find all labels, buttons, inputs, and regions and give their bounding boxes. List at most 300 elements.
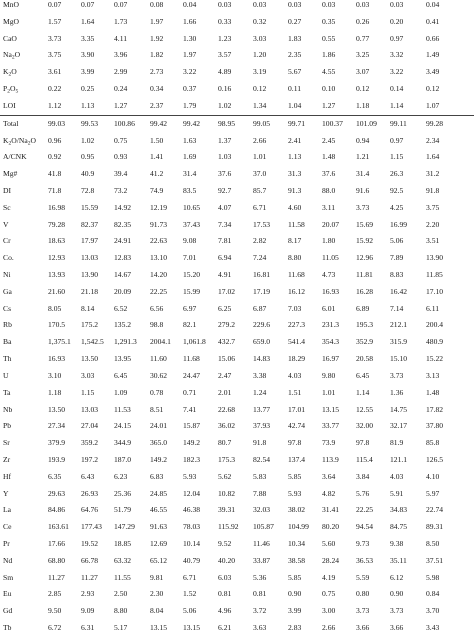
- table-cell: 1.13: [81, 100, 95, 110]
- table-cell: 82.37: [81, 219, 99, 229]
- table-cell: 85.8: [426, 438, 440, 448]
- table-row: [0, 166, 474, 183]
- table-cell: 6.71: [183, 572, 197, 582]
- table-cell: 149.2: [150, 454, 168, 464]
- table-cell: 30.62: [150, 370, 168, 380]
- table-cell: 33.87: [253, 555, 271, 565]
- table-cell: 6.21: [218, 623, 232, 633]
- table-cell: 37.80: [426, 421, 444, 431]
- table-cell: 24.47: [183, 370, 201, 380]
- table-cell: 99.71: [288, 118, 306, 128]
- table-cell: 2.50: [114, 589, 128, 599]
- table-cell: 0.55: [322, 33, 336, 43]
- table-cell: 3.51: [426, 236, 440, 246]
- table-cell: 15.59: [81, 202, 99, 212]
- label-text: Th: [3, 354, 12, 364]
- table-cell: 231.3: [322, 320, 340, 330]
- label-text: Y: [3, 488, 9, 498]
- table-cell: 1.50: [150, 135, 164, 145]
- table-cell: 3.75: [48, 50, 62, 60]
- table-cell: 0.14: [390, 84, 404, 94]
- table-cell: 17.19: [253, 286, 271, 296]
- table-cell: 4.96: [218, 606, 232, 616]
- table-cell: 17.82: [426, 404, 444, 414]
- table-cell: 147.29: [114, 522, 135, 532]
- label-text: Ga: [3, 286, 12, 296]
- table-row: [0, 183, 474, 200]
- table-cell: 4.10: [426, 471, 440, 481]
- table-cell: 344.9: [114, 438, 132, 448]
- table-cell: 16.93: [322, 286, 340, 296]
- table-cell: 91.6: [356, 185, 370, 195]
- table-cell: 3.22: [390, 67, 404, 77]
- table-cell: 4.03: [288, 370, 302, 380]
- table-cell: 17.53: [253, 219, 271, 229]
- table-cell: 39.4: [114, 169, 128, 179]
- table-cell: 15.22: [426, 354, 444, 364]
- table-cell: 17.02: [218, 286, 236, 296]
- table-cell: 22.63: [150, 236, 168, 246]
- table-cell: 227.3: [288, 320, 306, 330]
- table-cell: 2.83: [288, 623, 302, 633]
- table-cell: 29.63: [48, 488, 66, 498]
- table-cell: 1.12: [48, 100, 62, 110]
- table-cell: 13.50: [81, 354, 99, 364]
- table-cell: 98.8: [150, 320, 164, 330]
- table-cell: 0.03: [390, 0, 404, 9]
- row-label: [3, 14, 19, 31]
- table-cell: 91.8: [426, 185, 440, 195]
- table-cell: 1.37: [218, 135, 232, 145]
- label-text: La: [3, 505, 12, 515]
- table-cell: 2.82: [253, 236, 267, 246]
- table-cell: 18.85: [114, 539, 132, 548]
- table-cell: 28.24: [322, 555, 340, 565]
- row-label: [3, 149, 27, 166]
- table-cell: 13.90: [426, 253, 444, 263]
- table-cell: 2.41: [288, 135, 302, 145]
- row-label: [3, 31, 17, 48]
- table-cell: 31.4: [356, 169, 370, 179]
- table-cell: 92.5: [390, 185, 404, 195]
- table-cell: 0.07: [81, 0, 95, 9]
- table-cell: 0.07: [114, 0, 128, 9]
- table-cell: 16.93: [48, 354, 66, 364]
- table-cell: 0.24: [114, 84, 128, 94]
- table-cell: 7.24: [253, 253, 267, 263]
- table-cell: 5.76: [356, 488, 370, 498]
- table-cell: 78.03: [183, 522, 201, 532]
- table-cell: 3.84: [356, 471, 370, 481]
- table-cell: 0.10: [322, 84, 336, 94]
- row-label: [3, 570, 13, 587]
- label-text: P: [3, 84, 8, 94]
- table-cell: 3.99: [81, 67, 95, 77]
- table-cell: 94.54: [356, 522, 374, 532]
- table-cell: 92.7: [218, 185, 232, 195]
- table-cell: 9.09: [81, 606, 95, 616]
- table-cell: 365.0: [150, 438, 168, 448]
- table-cell: 13.03: [81, 404, 99, 414]
- table-cell: 0.25: [81, 84, 95, 94]
- table-cell: 0.08: [150, 0, 164, 9]
- label-text: Nb: [3, 404, 13, 414]
- label-subscript: 2: [8, 140, 12, 146]
- table-cell: 2.34: [426, 135, 440, 145]
- table-cell: 8.04: [150, 606, 164, 616]
- table-cell: 41.8: [48, 169, 62, 179]
- table-cell: 7.34: [218, 219, 232, 229]
- table-cell: 1.57: [48, 16, 62, 26]
- table-cell: 36.02: [218, 421, 236, 431]
- table-cell: 1.86: [322, 50, 336, 60]
- row-label: [3, 64, 17, 81]
- table-cell: 0.03: [253, 0, 267, 9]
- table-cell: 31.2: [426, 169, 440, 179]
- row-label: [3, 133, 36, 150]
- table-cell: 8.50: [426, 539, 440, 548]
- table-cell: 1.18: [48, 387, 62, 397]
- table-cell: 9.73: [356, 539, 370, 548]
- label-text: O: [10, 84, 16, 94]
- table-cell: 1.24: [253, 387, 267, 397]
- table-cell: 12.96: [356, 253, 374, 263]
- row-label: [3, 620, 11, 637]
- table-row: [0, 115, 474, 133]
- table-cell: 46.55: [150, 505, 168, 515]
- table-cell: 3.66: [390, 623, 404, 633]
- label-text: Eu: [3, 589, 12, 599]
- label-subscript: 2: [7, 88, 11, 95]
- row-label: [3, 435, 10, 452]
- table-cell: 3.72: [253, 606, 267, 616]
- table-cell: 1,542.5: [81, 337, 104, 347]
- table-cell: 0.11: [288, 84, 302, 94]
- table-cell: 3.43: [426, 623, 440, 633]
- table-row: [0, 0, 474, 14]
- table-cell: 105.87: [253, 522, 274, 532]
- table-cell: 0.27: [288, 16, 302, 26]
- table-cell: 1.14: [356, 387, 370, 397]
- table-cell: 0.35: [322, 16, 336, 26]
- table-cell: 0.03: [322, 0, 336, 9]
- table-cell: 21.60: [48, 286, 66, 296]
- label-text: Nd: [3, 555, 13, 565]
- table-cell: 1.01: [253, 152, 267, 162]
- table-cell: 73.2: [114, 185, 128, 195]
- table-cell: 104.99: [288, 522, 309, 532]
- label-subscript: 2: [8, 71, 12, 78]
- table-cell: 22.25: [356, 505, 374, 515]
- table-cell: 0.81: [218, 589, 232, 599]
- table-row: [0, 317, 474, 334]
- table-row: [0, 502, 474, 519]
- table-cell: 2.93: [81, 589, 95, 599]
- table-cell: 11.68: [288, 270, 305, 279]
- row-label: [3, 233, 11, 250]
- table-cell: 14.67: [114, 270, 132, 279]
- table-cell: 1.80: [322, 236, 336, 246]
- table-row: [0, 402, 474, 419]
- table-cell: 27.04: [81, 421, 99, 431]
- label-text: Hf: [3, 471, 12, 481]
- table-cell: 5.60: [322, 539, 336, 548]
- table-cell: 3.38: [253, 370, 267, 380]
- table-row: [0, 31, 474, 48]
- table-cell: 15.92: [356, 236, 374, 246]
- table-cell: 354.3: [322, 337, 340, 347]
- table-cell: 8.83: [390, 270, 404, 279]
- table-cell: 1.48: [322, 152, 336, 162]
- table-cell: 13.15: [150, 623, 168, 633]
- table-cell: 13.77: [253, 404, 271, 414]
- table-cell: 1.52: [183, 589, 197, 599]
- table-cell: 82.35: [114, 219, 132, 229]
- row-label: [3, 47, 20, 64]
- table-cell: 32.17: [390, 421, 408, 431]
- table-cell: 91.63: [150, 522, 168, 532]
- table-cell: 21.18: [81, 286, 99, 296]
- table-cell: 11.55: [114, 572, 131, 582]
- table-cell: 15.87: [183, 421, 201, 431]
- table-cell: 0.97: [390, 33, 404, 43]
- table-cell: 3.10: [48, 370, 62, 380]
- table-cell: 31.4: [183, 169, 197, 179]
- row-label: [3, 166, 17, 183]
- table-cell: 3.61: [48, 67, 62, 77]
- table-row: [0, 47, 474, 64]
- table-cell: 16.81: [253, 270, 271, 279]
- row-label: [3, 452, 10, 469]
- table-cell: 51.79: [114, 505, 132, 515]
- table-cell: 2.37: [150, 100, 164, 110]
- label-text: Cr: [3, 236, 11, 246]
- table-cell: 6.56: [150, 303, 164, 313]
- table-cell: 3.03: [253, 33, 267, 43]
- table-cell: 1.01: [322, 387, 336, 397]
- table-cell: 163.61: [48, 522, 69, 532]
- table-cell: 15.06: [218, 354, 236, 364]
- table-cell: 11.85: [426, 270, 443, 279]
- table-cell: 3.19: [253, 67, 267, 77]
- table-cell: 81.9: [390, 438, 404, 448]
- table-cell: 187.0: [114, 454, 132, 464]
- table-cell: 25.36: [114, 488, 132, 498]
- table-row: [0, 385, 474, 402]
- table-cell: 80.20: [322, 522, 340, 532]
- table-cell: 6.35: [48, 471, 62, 481]
- label-text: O: [11, 67, 17, 77]
- table-row: [0, 586, 474, 603]
- table-cell: 3.35: [81, 33, 95, 43]
- table-cell: 0.66: [426, 33, 440, 43]
- table-cell: 2.66: [322, 623, 336, 633]
- table-row: [0, 14, 474, 31]
- table-cell: 1.83: [288, 33, 302, 43]
- table-cell: 432.7: [218, 337, 236, 347]
- table-cell: 9.52: [218, 539, 232, 548]
- table-cell: 182.3: [183, 454, 201, 464]
- table-cell: 5.36: [253, 572, 267, 582]
- table-cell: 0.92: [48, 152, 62, 162]
- table-cell: 13.03: [81, 253, 99, 263]
- table-cell: 3.22: [183, 67, 197, 77]
- table-cell: 6.94: [218, 253, 232, 263]
- table-cell: 37.51: [426, 555, 444, 565]
- table-cell: 42.74: [288, 421, 306, 431]
- row-label: [3, 536, 10, 553]
- table-cell: 212.1: [390, 320, 408, 330]
- table-cell: 175.2: [81, 320, 99, 330]
- row-label: [3, 334, 11, 351]
- table-cell: 4.73: [322, 270, 336, 279]
- table-cell: 20.58: [356, 354, 374, 364]
- table-cell: 99.28: [426, 118, 444, 128]
- row-label: [3, 200, 11, 217]
- table-cell: 0.84: [426, 589, 440, 599]
- table-cell: 6.25: [218, 303, 232, 313]
- table-cell: 5.67: [288, 67, 302, 77]
- table-cell: 5.93: [183, 471, 197, 481]
- table-cell: 126.5: [426, 454, 444, 464]
- table-row: [0, 250, 474, 267]
- table-cell: 1.51: [288, 387, 302, 397]
- table-cell: 24.91: [114, 236, 132, 246]
- label-text: Ni: [3, 270, 11, 279]
- table-cell: 84.75: [390, 522, 408, 532]
- row-label: [3, 418, 11, 435]
- table-cell: 3.25: [356, 50, 370, 60]
- row-label: [3, 183, 11, 200]
- label-text: Sr: [3, 438, 10, 448]
- table-cell: 2.45: [322, 135, 336, 145]
- table-cell: 113.9: [322, 454, 339, 464]
- table-cell: 2.47: [218, 370, 232, 380]
- label-text: O: [30, 135, 37, 145]
- table-cell: 6.72: [48, 623, 62, 633]
- label-text: V: [3, 219, 9, 229]
- table-cell: 3.99: [288, 606, 302, 616]
- table-cell: 1.92: [150, 33, 164, 43]
- table-cell: 3.32: [390, 50, 404, 60]
- table-cell: 100.37: [322, 118, 343, 128]
- table-cell: 11.68: [183, 354, 200, 364]
- table-cell: 279.2: [218, 320, 236, 330]
- table-cell: 35.11: [390, 555, 407, 565]
- table-cell: 1.04: [288, 100, 302, 110]
- table-cell: 37.6: [322, 169, 336, 179]
- table-cell: 3.96: [114, 50, 128, 60]
- table-cell: 3.64: [322, 471, 336, 481]
- table-cell: 1.02: [81, 135, 95, 145]
- table-cell: 6.71: [253, 202, 267, 212]
- table-cell: 1.34: [253, 100, 267, 110]
- table-cell: 11.27: [48, 572, 65, 582]
- table-cell: 98.95: [218, 118, 236, 128]
- label-text: Total: [3, 118, 19, 128]
- row-label: [3, 603, 12, 620]
- table-cell: 82.54: [253, 454, 271, 464]
- label-text: Rb: [3, 320, 12, 330]
- table-cell: 4.25: [390, 202, 404, 212]
- table-row: [0, 334, 474, 351]
- table-cell: 5.85: [288, 471, 302, 481]
- table-cell: 0.22: [48, 84, 62, 94]
- table-row: [0, 64, 474, 81]
- table-cell: 12.69: [150, 539, 168, 548]
- table-cell: 34.83: [390, 505, 408, 515]
- table-cell: 22.25: [150, 286, 168, 296]
- table-cell: 1.13: [288, 152, 302, 162]
- label-text: O: [14, 50, 21, 60]
- table-cell: 1,061.8: [183, 337, 206, 347]
- table-cell: 0.75: [322, 589, 336, 599]
- table-cell: 3.00: [322, 606, 336, 616]
- row-label: [3, 301, 11, 318]
- table-cell: 3.49: [426, 67, 440, 77]
- row-label: [3, 586, 11, 603]
- table-cell: 315.9: [390, 337, 408, 347]
- table-cell: 85.7: [253, 185, 267, 195]
- label-text: A/CNK: [3, 152, 27, 162]
- table-row: [0, 98, 474, 115]
- table-cell: 99.03: [48, 118, 66, 128]
- table-cell: 16.28: [356, 286, 374, 296]
- table-cell: 3.11: [322, 202, 336, 212]
- table-cell: 99.53: [81, 118, 99, 128]
- label-text: Ce: [3, 522, 12, 532]
- table-cell: 1.09: [114, 387, 128, 397]
- label-text: MgO: [3, 16, 20, 26]
- table-cell: 197.2: [81, 454, 99, 464]
- table-cell: 20.07: [322, 219, 340, 229]
- table-row: [0, 368, 474, 385]
- table-cell: 4.03: [390, 471, 404, 481]
- table-cell: 6.97: [183, 303, 197, 313]
- table-cell: 4.07: [218, 202, 232, 212]
- table-cell: 7.01: [183, 253, 197, 263]
- table-cell: 0.26: [356, 16, 370, 26]
- label-text: Ba: [3, 337, 12, 347]
- table-cell: 8.05: [48, 303, 62, 313]
- table-cell: 22.68: [218, 404, 236, 414]
- table-cell: 16.97: [322, 354, 340, 364]
- table-cell: 11.60: [150, 354, 167, 364]
- row-label: [3, 284, 12, 301]
- table-cell: 659.0: [253, 337, 271, 347]
- table-cell: 6.43: [81, 471, 95, 481]
- table-cell: 3.03: [81, 370, 95, 380]
- table-cell: 1.64: [81, 16, 95, 26]
- table-cell: 17.97: [81, 236, 99, 246]
- table-cell: 5.93: [288, 488, 302, 498]
- label-text: Gd: [3, 606, 13, 616]
- table-cell: 2.30: [150, 589, 164, 599]
- table-row: [0, 217, 474, 234]
- table-cell: 1.30: [183, 33, 197, 43]
- table-cell: 115.4: [356, 454, 373, 464]
- table-cell: 0.04: [183, 0, 197, 9]
- label-text: Zr: [3, 454, 11, 464]
- table-row: [0, 149, 474, 166]
- table-cell: 9.38: [390, 539, 404, 548]
- table-cell: 1.73: [114, 16, 128, 26]
- table-cell: 24.01: [150, 421, 168, 431]
- table-cell: 63.32: [114, 555, 132, 565]
- label-text: K: [3, 67, 9, 77]
- table-cell: 14.20: [150, 270, 168, 279]
- table-cell: 1.69: [183, 152, 197, 162]
